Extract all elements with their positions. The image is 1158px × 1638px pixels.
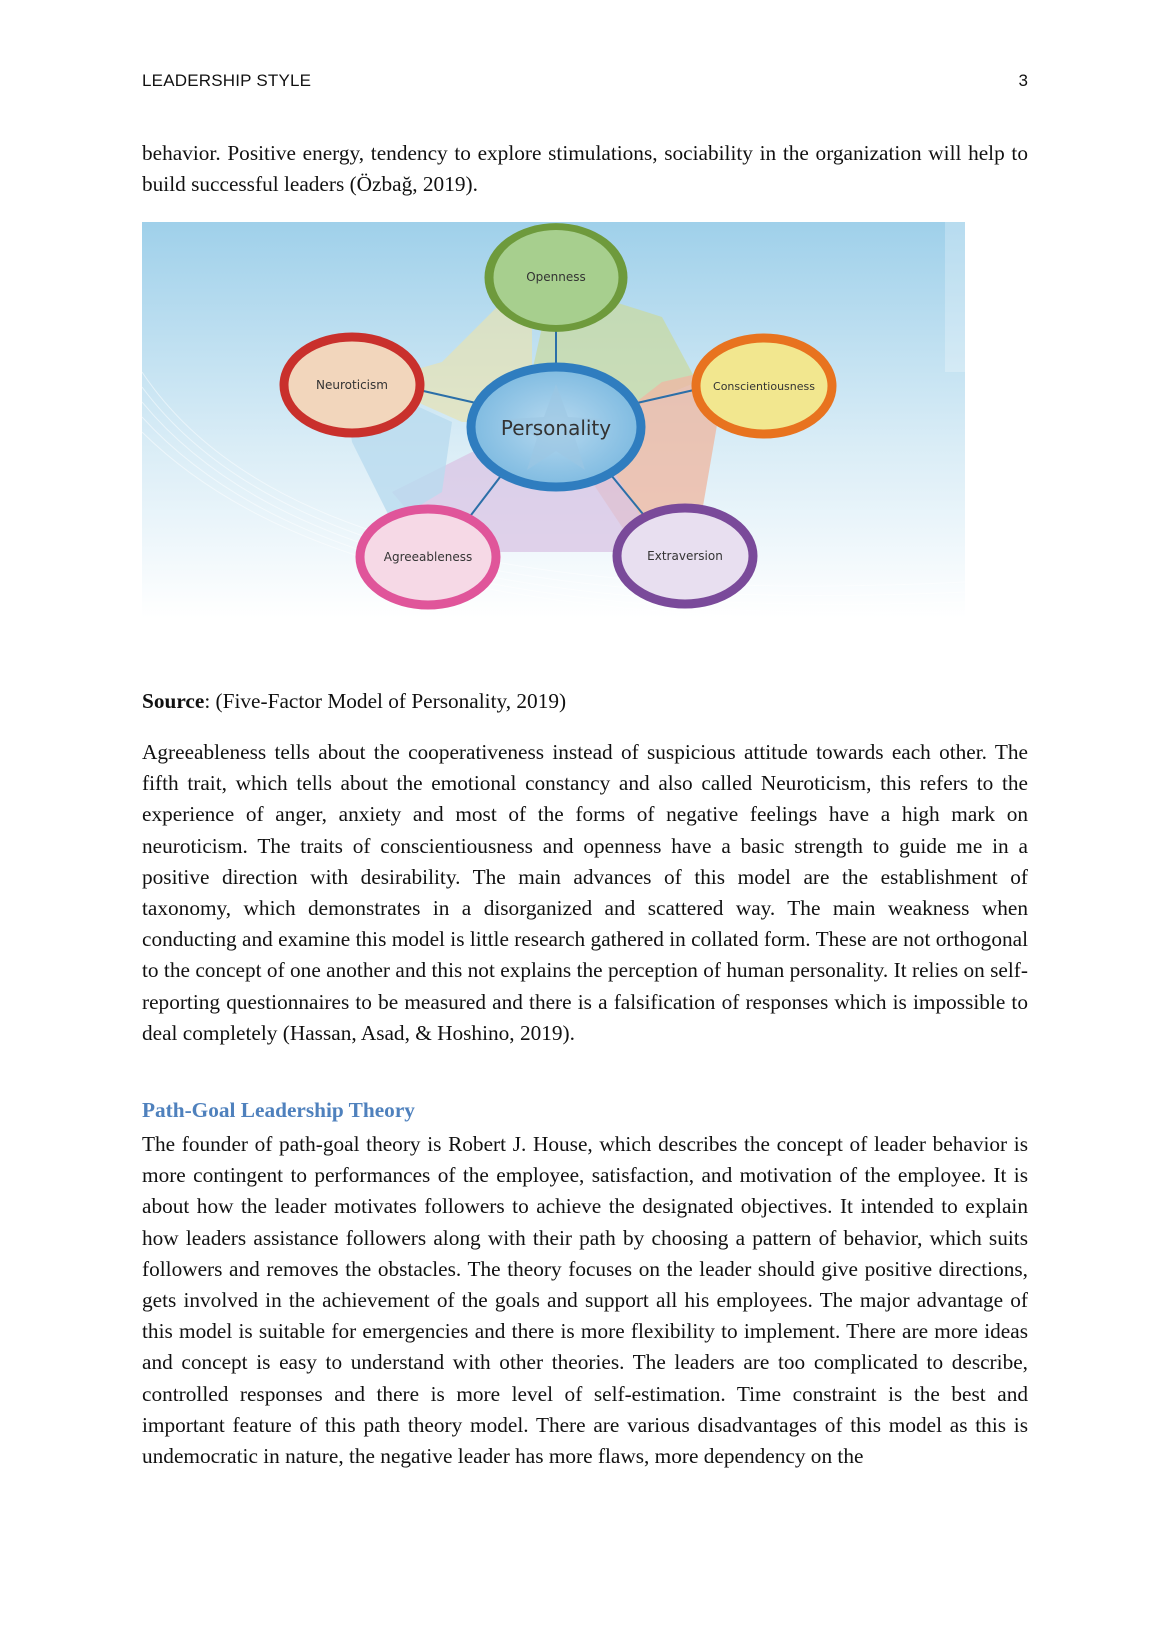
node-openness xyxy=(489,227,623,329)
label-agreeableness: Agreeableness xyxy=(383,550,473,564)
label-conscientiousness: Conscientiousness xyxy=(713,380,815,393)
node-extraversion xyxy=(617,508,753,604)
intro-paragraph xyxy=(142,138,1028,200)
page-number: 3 xyxy=(1018,71,1028,90)
node-agreeableness xyxy=(360,509,496,605)
label-extraversion: Extraversion xyxy=(647,549,723,563)
agreeableness-paragraph-text: Agreeableness tells about the cooperativeness instead of suspicious attitude towards each other. The fifth trait, which tells about the emotional constancy and also called Neuroticism, this refers to the experience of anger, anxiety and most of the forms of negative feelings have a high mark on neuroticism. The traits of conscientiousness and openness have a basic strength to guide me in a positive direction with desirability. The main advances of this model are the establishment of taxonomy, which demonstrates in a disorganized and scattered way. The main weakness when conducting and examine this model is little research gathered in collated form. These are not orthogonal to the concept of one another and this not explains the perception of human personality. It relies on self-reporting questionnaires to be measured and there is a falsification of responses which is impossible to deal completely (Hassan, Asad, & Hoshino, 2019). xyxy=(142,740,1028,1045)
node-conscientiousness xyxy=(696,338,832,434)
figure-source xyxy=(142,686,1028,717)
intro-paragraph-text: behavior. Positive energy, tendency to explore stimulations, sociability in the organization will help to build successful leaders (Özbağ, 2019). xyxy=(142,141,1028,197)
label-openness: Openness xyxy=(526,270,586,284)
path-goal-paragraph-text: The founder of path-goal theory is Robert J. House, which describes the concept of leader behavior is more contingent to performances of the employee, satisfaction, and motivation of the employee. It is about how the leader motivates followers to achieve the designated objectives. It intended to explain how leaders assistance followers along with their path by choosing a pattern of behavior, which suits followers and removes the obstacles. The theory focuses on the leader should give positive directions, gets involved in the achievement of the goals and support all his employees. The major advantage of this model is suitable for emergencies and there is more flexibility to implement. There are more ideas and concept is easy to understand with other theories. The leaders are too complicated to describe, controlled responses and there is more level of self-estimation. Time constraint is the best and important feature of this path theory model. There are various disadvantages of this model as this is undemocratic in nature, the negative leader has more flaws, more dependency on the xyxy=(142,1132,1028,1469)
node-neuroticism xyxy=(284,337,420,433)
label-neuroticism: Neuroticism xyxy=(316,378,388,392)
node-personality-center xyxy=(471,367,641,487)
watermark-strip xyxy=(945,222,965,372)
five-factor-diagram xyxy=(142,222,965,618)
diagram-svg xyxy=(142,222,965,618)
source-citation: : (Five-Factor Model of Personality, 2019) xyxy=(204,689,567,713)
running-head: LEADERSHIP STYLE xyxy=(142,71,312,90)
source-label: Source xyxy=(142,689,205,713)
section-heading-path-goal: Path-Goal Leadership Theory xyxy=(142,1098,415,1122)
label-personality: Personality xyxy=(500,416,612,440)
agreeableness-paragraph xyxy=(142,737,1028,1049)
path-goal-paragraph xyxy=(142,1129,1028,1472)
page-header xyxy=(142,71,1028,97)
